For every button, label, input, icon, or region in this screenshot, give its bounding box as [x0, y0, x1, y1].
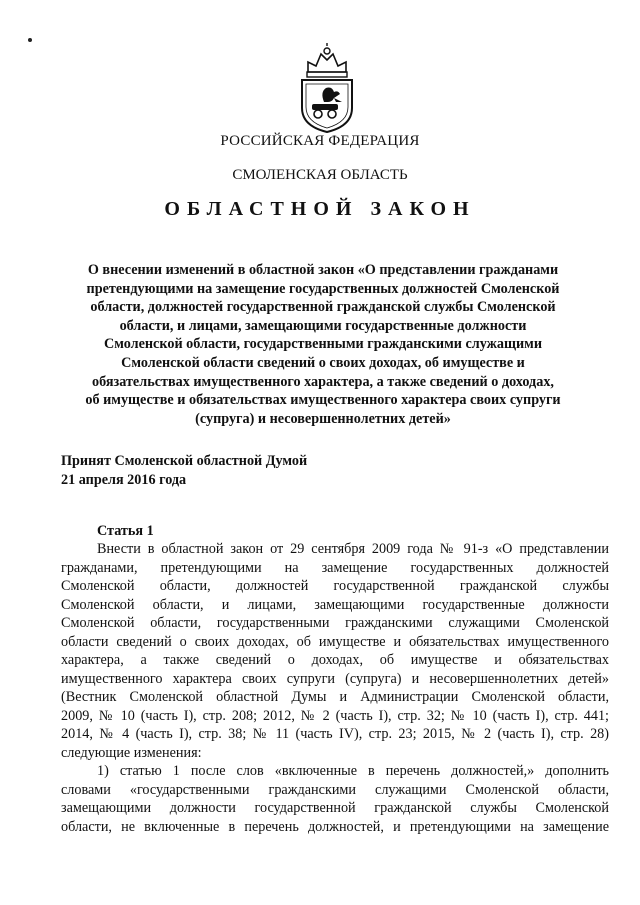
body-line: Смоленской области, государственными гражданскими служащими Смоленской: [61, 615, 609, 631]
body-line: Смоленской области, должностей государственной гражданской службы: [61, 578, 609, 594]
adopted-date: 21 апреля 2016 года: [61, 471, 187, 488]
stray-ink-dot: [28, 38, 32, 42]
adopted-by: Принят Смоленской областной Думой: [61, 453, 308, 469]
body-line: области сведений о своих доходах, об имуществе и обязательствах имущественного: [61, 633, 609, 650]
subject-line: Смоленской области сведений о своих доходах, об имуществе и: [121, 354, 525, 371]
subject-line: об имуществе и обязательствах имущественного характера своих супруги: [85, 392, 561, 409]
body-line: 2014, № 4 (часть I), стр. 38; № 11 (часть IV), стр. 23; 2015, № 2 (часть I), стр. 28): [61, 726, 609, 742]
body-line: Внести в областной закон от 29 сентября 2009 года № 91-з «О представлении: [97, 541, 609, 557]
smolensk-coat-of-arms-icon: [294, 42, 360, 134]
body-line: имущественного характера своих супруги (супруга) и несовершеннолетних детей»: [61, 670, 609, 687]
body-line: (Вестник Смоленской областной Думы и Администрации Смоленской области,: [61, 689, 609, 705]
region-heading: СМОЛЕНСКАЯ ОБЛАСТЬ: [232, 167, 408, 183]
document-title: ОБЛАСТНОЙ ЗАКОН: [164, 198, 476, 220]
subject-line: (супруга) и несовершеннолетних детей»: [195, 410, 451, 427]
law-subject: [78, 261, 568, 428]
body-line: Смоленской области, и лицами, замещающими государственные должности: [61, 596, 609, 613]
subject-line: обязательствах имущественного характера, а также сведений о доходах,: [92, 373, 554, 390]
subject-line: области, должностей государственной гражданской службы Смоленской: [90, 299, 556, 316]
item-line: словами «государственными гражданскими служащими Смоленской области,: [61, 781, 609, 798]
adoption-note: [61, 452, 307, 489]
body-line: следующие изменения:: [61, 744, 202, 761]
article-body: [61, 540, 609, 836]
item-line: 1) статью 1 после слов «включенные в перечень должностей,» дополнить: [97, 763, 609, 779]
item-line: области, не включенные в перечень должностей, и претендующими на замещение: [61, 818, 609, 835]
subject-line: претендующими на замещение государственных должностей Смоленской: [86, 280, 560, 297]
item-line: замещающими должности государственной гражданской службы Смоленской: [61, 800, 609, 816]
country-heading: РОССИЙСКАЯ ФЕДЕРАЦИЯ: [220, 133, 420, 149]
subject-line: О внесении изменений в областной закон «О представлении гражданами: [87, 262, 559, 278]
body-line: 2009, № 10 (часть I), стр. 208; 2012, № 2 (часть I), стр. 32; № 10 (часть I), стр. 441;: [61, 707, 609, 724]
subject-line: области, и лицами, замещающими государственные должности: [119, 317, 527, 334]
body-line: гражданами, претендующими на замещение государственных должностей: [61, 559, 609, 576]
subject-line: Смоленской области, государственными гражданскими служащими: [104, 336, 542, 353]
body-line: характера, а также сведений о доходах, об имуществе и обязательствах: [61, 652, 609, 668]
article-heading: Статья 1: [97, 523, 154, 539]
